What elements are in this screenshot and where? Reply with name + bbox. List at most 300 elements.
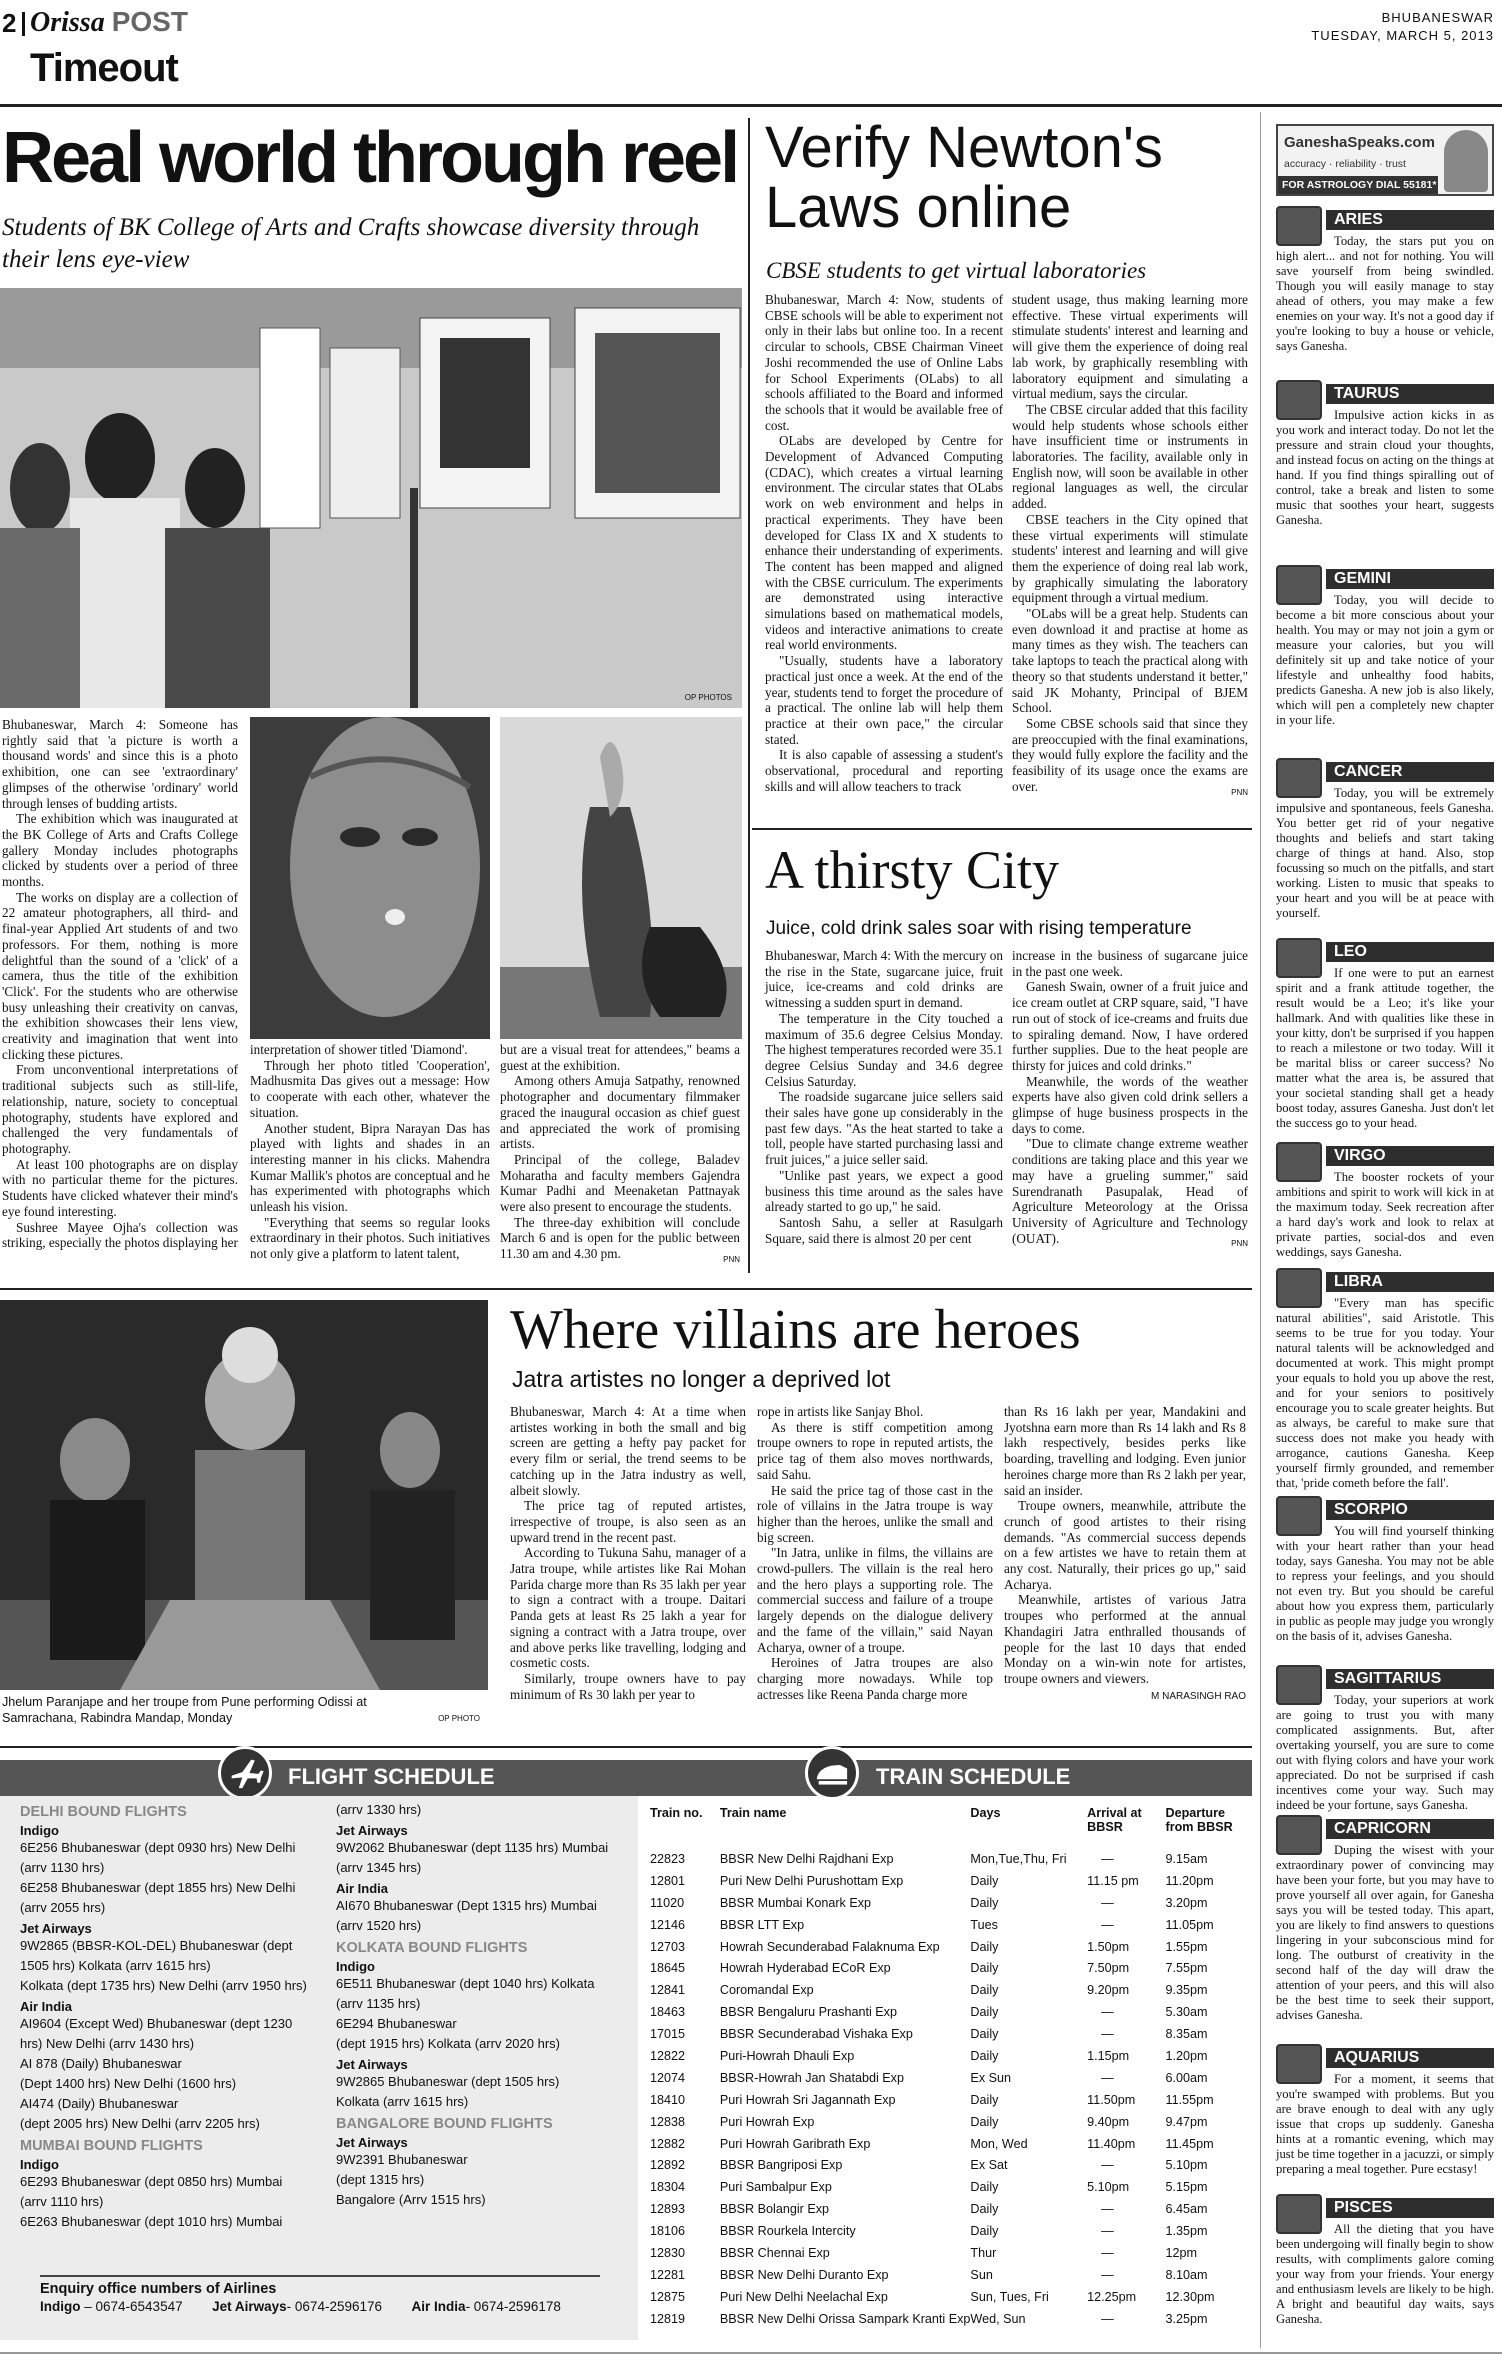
astrologer-avatar — [1444, 130, 1488, 192]
story3-headline: A thirsty City — [765, 840, 1060, 900]
flight-line: 6E511 Bhubaneswar (dept 1040 hrs) Kolkata — [336, 1976, 595, 1991]
story2-deck: CBSE students to get virtual laboratories — [766, 258, 1147, 283]
train-cell: BBSR Bangriposi Exp — [719, 2158, 843, 2173]
train-cell: 12875 — [650, 2289, 686, 2304]
train-cell: 5.10pm — [1165, 2158, 1208, 2173]
train-cell: — — [1101, 2224, 1114, 2239]
story4-column-3 — [1004, 1404, 1246, 1704]
virgo-icon — [1276, 1142, 1322, 1182]
horoscope-scorpio — [1276, 1496, 1494, 1644]
train-cell: Sun — [970, 2267, 993, 2282]
train-cell: — — [1101, 1851, 1114, 1866]
page-number: 2 — [2, 8, 17, 38]
train-cell: 12074 — [650, 2070, 686, 2085]
train-cell: 12281 — [650, 2267, 686, 2282]
story4-c1-p3: Similarly, troupe owners have to pay minimum of Rs 30 lakh per year to — [510, 1670, 746, 1702]
train-cell: — — [1101, 1917, 1114, 1932]
flight-schedule-title: FLIGHT SCHEDULE — [288, 1764, 495, 1789]
horoscope-pisces — [1276, 2194, 1494, 2327]
flight-col-2 — [336, 1800, 636, 2210]
train-cell: 1.55pm — [1165, 1939, 1208, 1954]
train-cell: — — [1101, 2027, 1114, 2042]
train-cell: 12822 — [650, 2048, 686, 2063]
train-row — [650, 2089, 1250, 2111]
capricorn-icon — [1276, 1815, 1322, 1855]
horoscope-sign-name: PISCES — [1326, 2198, 1494, 2218]
train-cell: — — [1101, 2005, 1114, 2020]
flight-line: Kolkata (dept 1735 hrs) New Delhi (arrv 1950 hrs) — [20, 1978, 307, 1993]
train-cell: 17015 — [650, 2027, 686, 2042]
train-row — [650, 2308, 1250, 2330]
flight-line: (arrv 2055 hrs) — [20, 1900, 106, 1915]
horoscope-text: All the dieting that you have been undergoing will finally begin to show results, with compliments galore coming your way from your friends. Your energy and enthusiasm levels are likely to be high. A bright and beautiful day waits, says Ganesha. — [1276, 2222, 1494, 2326]
story1-c1-p0: Bhubaneswar, March 4: Someone has rightly said that 'a picture is worth a thousand words' and since this is a photo exhibition, one can see 'extraordinary' glimpses of the otherwise 'ordinary' world through lenses of budding artists. — [2, 717, 238, 811]
story3-c1-p0: Bhubaneswar, March 4: With the mercury on the rise in the State, sugarcane juice, fruit juice, ice-creams and cold drinks are witnessing a sudden spurt in demand. — [765, 948, 1003, 1011]
flight-line: Kolkata (arrv 1615 hrs) — [336, 2094, 469, 2109]
train-cell: 12146 — [650, 1917, 686, 1932]
plane-icon — [218, 1746, 272, 1800]
story2-column-1 — [765, 292, 1003, 795]
enquiry-airline-3: Air India — [411, 2299, 466, 2314]
airline-name: Jet Airways — [20, 1921, 92, 1936]
schedule-rule — [0, 1746, 1252, 1748]
train-cell: 12pm — [1165, 2245, 1198, 2260]
train-cell: BBSR Secunderabad Vishaka Exp — [719, 2027, 913, 2042]
story1-c1-p3: From unconventional interpretations of traditional subjects such as still-life, relationship, nature, society to conceptual photography, students have explored and challenged the very fundamentals of photography. — [2, 1062, 238, 1156]
story2-c1-p2: "Usually, students have a laboratory practical just once a week. At the end of the year, students tend to forget the procedure of a practical. The online lab will help them practice at their own pace," the circular stated. — [765, 653, 1003, 747]
story2-rule — [752, 828, 1252, 830]
flight-line: 9W2865 Bhubaneswar (dept 1505 hrs) — [336, 2074, 560, 2089]
flight-col-1 — [20, 1800, 320, 2232]
story1-deck: Students of BK College of Arts and Crafts showcase diversity through their lens eye-view — [2, 214, 700, 273]
flight-section-title: BANGALORE BOUND FLIGHTS — [336, 2116, 553, 2132]
train-cell: 22823 — [650, 1851, 686, 1866]
train-cell: 18463 — [650, 2005, 686, 2020]
train-row — [650, 1914, 1250, 1936]
train-cell: BBSR Bolangir Exp — [719, 2202, 830, 2217]
flight-line: (dept 2005 hrs) New Delhi (arrv 2205 hrs) — [20, 2116, 260, 2131]
train-cell: 6.45am — [1165, 2202, 1208, 2217]
flight-line: 9W2062 Bhubaneswar (dept 1135 hrs) Mumbai — [336, 1840, 609, 1855]
train-cell: Daily — [970, 1873, 999, 1888]
horoscope-aquarius — [1276, 2044, 1494, 2177]
enquiry-number-3: - 0674-2596178 — [465, 2299, 561, 2314]
train-col-header: Days — [970, 1806, 1001, 1820]
train-cell: 12893 — [650, 2202, 686, 2217]
story1-byline: PNN — [723, 1254, 740, 1264]
train-row — [650, 1957, 1250, 1979]
train-cell: Sun, Tues, Fri — [970, 2289, 1049, 2304]
train-cell: 5.15pm — [1165, 2180, 1208, 2195]
sagittarius-icon — [1276, 1665, 1322, 1705]
train-cell: Puri-Howrah Dhauli Exp — [719, 2048, 855, 2063]
story1-column-1 — [2, 717, 238, 1251]
train-cell: Howrah Secunderabad Falaknuma Exp — [719, 1939, 940, 1954]
train-cell: Daily — [970, 2202, 999, 2217]
train-cell: 12830 — [650, 2245, 686, 2260]
train-cell: 11.55pm — [1165, 2092, 1214, 2107]
flight-line: 6E293 Bhubaneswar (dept 0850 hrs) Mumbai — [20, 2174, 283, 2189]
train-cell: Daily — [970, 2048, 999, 2063]
story3-column-2 — [1012, 948, 1248, 1252]
flight-section-title: MUMBAI BOUND FLIGHTS — [20, 2138, 203, 2154]
train-cell: BBSR Chennai Exp — [719, 2245, 830, 2260]
train-cell: 11.45pm — [1165, 2136, 1214, 2151]
gemini-icon — [1276, 565, 1322, 605]
exhibition-photo — [0, 288, 742, 708]
story2-column-2 — [1012, 292, 1248, 800]
enquiry-title: Enquiry office numbers of Airlines — [40, 2281, 277, 2297]
horoscope-text: Today, you will be extremely impulsive and spontaneous, feels Ganesha. You better get rid of your negative thoughts and beliefs and start taking charge of things at hand. Also, stop focussing so much on the pitfalls, and start working. Listen to music that speaks to your heart and you will be at peace with yourself. — [1276, 786, 1494, 920]
story2-c1-p0: Bhubaneswar, March 4: Now, students of CBSE schools will be able to experiment not only in their labs but online too. In a recent circular to schools, CBSE Chairman Vineet Joshi recommended the use of Online Labs for School Experiments (OLabs) to all schools affiliated to the Board and informed the schools that it would be available free of cost. — [765, 292, 1003, 433]
train-cell: Daily — [970, 2114, 999, 2129]
horoscope-text: Today, you will decide to become a bit more conscious about your health. You may or may not join a gym or measure your calories, but you will definitely sit up and take notice of your lifestyle and unhealthy food habits, predicts Ganesha. A new job is also likely, which will pen a completely new chapter in your life. — [1276, 593, 1494, 727]
train-cell: 5.10pm — [1087, 2180, 1130, 2195]
flight-line: (arrv 1330 hrs) — [336, 1802, 422, 1817]
paper-name — [30, 6, 188, 39]
train-row — [650, 2045, 1250, 2067]
train-schedule-title: TRAIN SCHEDULE — [876, 1764, 1071, 1789]
train-row — [650, 2242, 1250, 2264]
story4-column-1 — [510, 1404, 746, 1702]
pisces-icon — [1276, 2194, 1322, 2234]
train-cell: 8.35am — [1165, 2027, 1208, 2042]
enquiry-box — [40, 2275, 600, 2314]
train-cell: 11.50pm — [1087, 2092, 1136, 2107]
train-cell: 6.00am — [1165, 2070, 1208, 2085]
train-schedule — [650, 1806, 1250, 2330]
airline-name: Air India — [336, 1881, 389, 1896]
flight-line: Bangalore (Arrv 1515 hrs) — [336, 2192, 486, 2207]
train-cell: 9.20pm — [1087, 1983, 1130, 1998]
horoscope-text: Today, your superiors at work are going to trust you with many complicated assignments. But, after overtaking yourself, you are sure to come out with flying colors and have your work appreciated. Do not be surprised if cash incentives come your way. Such may indeed be your fortune, says Ganesha. — [1276, 1693, 1494, 1812]
enquiry-number-1: – 0674-6543547 — [80, 2299, 183, 2314]
train-cell: — — [1101, 2158, 1114, 2173]
train-cell: 9.35pm — [1165, 1983, 1208, 1998]
flight-line: (arrv 1345 hrs) — [336, 1860, 422, 1875]
story2-c2-p2: CBSE teachers in the City opined that these virtual experiments will stimulate students' interest and learning and will give them the experience of doing real lab work, by graphically simulating the laboratory equipment through a virtual medium. — [1012, 511, 1248, 606]
horoscope-cancer — [1276, 758, 1494, 921]
story1-column-2 — [250, 1042, 490, 1262]
vases-photo — [500, 717, 742, 1039]
train-col-header: Train name — [719, 1806, 787, 1820]
story4-c3-p2: Meanwhile, artistes of various Jatra troupes who performed at the annual Khandagiri Jatra enthralled thousands of people for the last 10 days that ended Monday on a win-win note for artistes, troupe owners and viewers. — [1004, 1592, 1246, 1686]
section-title: Timeout — [30, 46, 178, 90]
train-cell: Puri New Delhi Neelachal Exp — [719, 2289, 888, 2304]
story4-c2-p4: Heroines of Jatra troupes are also charging more nowadays. While top actresses like Reena Panda charge more — [757, 1655, 993, 1702]
horoscope-header — [1276, 565, 1494, 589]
airline-name: Indigo — [20, 2157, 59, 2172]
horoscope-text: Today, the stars put you on high alert... and not for nothing. You will save yourself from being swindled. Though you will easily manage to stay ahead of others, you may make a few enemies on your way. It's not a good day if you're looking to buy a house or vehicle, says Ganesha. — [1276, 234, 1494, 353]
story3-byline: PNN — [1231, 1239, 1248, 1249]
story1-c3-p3: The three-day exhibition will conclude March 6 and is open for the public between 11.30 am and 4.30 pm. — [500, 1214, 740, 1262]
train-cell: Puri Howrah Exp — [719, 2114, 815, 2129]
story1-c2-p2: Another student, Bipra Narayan Das has played with lights and shades in an interesting manner in his clicks. Mahendra Kumar Mallik's photos are conceptual and he has experimented with photographs which unleash his vision. — [250, 1120, 490, 1215]
train-cell: — — [1101, 2202, 1114, 2217]
train-cell: — — [1101, 1895, 1114, 1910]
flight-line: 6E256 Bhubaneswar (dept 0930 hrs) New Delhi — [20, 1840, 296, 1855]
train-col-header: Departure from BBSR — [1165, 1806, 1233, 1834]
story4-c2-p0: rope in artists like Sanjay Bhol. — [757, 1404, 924, 1419]
story1-c1-p1: The exhibition which was inaugurated at the BK College of Arts and Crafts College gallery Monday includes photographs clicked by students over a period of three months. — [2, 811, 238, 890]
horoscope-sagittarius — [1276, 1665, 1494, 1813]
train-cell: 1.15pm — [1087, 2048, 1130, 2063]
train-cell: Daily — [970, 2027, 999, 2042]
train-header-row — [650, 1806, 1250, 1848]
horoscope-header — [1276, 938, 1494, 962]
train-cell: Puri Sambalpur Exp — [719, 2180, 832, 2195]
story4-c1-p0: Bhubaneswar, March 4: At a time when artistes working in both the small and big screen are getting a hefty pay packet for every film or serial, the trend seems to be catching up in the Jatra industry as well, albeit slowly. — [510, 1404, 746, 1498]
libra-icon — [1276, 1268, 1322, 1308]
train-cell: Coromandal Exp — [719, 1983, 814, 1998]
story2-byline: PNN — [1231, 787, 1248, 797]
bottom-rule — [0, 2352, 1502, 2354]
horoscope-header — [1276, 1268, 1494, 1292]
story3-c1-p2: The roadside sugarcane juice sellers said their sales have gone up considerably in the past few days. "As the heat started to take a toll, people have started purchasing lassi and fruit juices," a juice seller said. — [765, 1089, 1003, 1168]
train-row — [650, 1979, 1250, 2001]
horoscope-header — [1276, 1665, 1494, 1689]
horoscope-header — [1276, 2044, 1494, 2068]
horoscope-libra — [1276, 1268, 1494, 1491]
train-row — [650, 2023, 1250, 2045]
train-cell: 7.50pm — [1087, 1961, 1130, 1976]
train-row — [650, 2001, 1250, 2023]
flight-line: hrs) New Delhi (arrv 1430 hrs) — [20, 2036, 195, 2051]
odissi-dance-photo — [0, 1300, 488, 1690]
enquiry-number-2: - 0674-2596176 — [286, 2299, 383, 2314]
train-body — [650, 1848, 1250, 2330]
story4-c3-p1: Troupe owners, meanwhile, attribute the crunch of good artistes to their rising demands. "As commercial success depends on a few artistes we have to retain them at any cost. Naturally, their prices go up," said Acharya. — [1004, 1498, 1246, 1592]
train-cell: Puri Howrah Sri Jagannath Exp — [719, 2092, 896, 2107]
train-table — [650, 1806, 1250, 2330]
horoscope-text: The booster rockets of your ambitions and spirit to work will kick in at the maximum today. Seek recreation after a hard day's work and look to relax at private parties, social-dos and even weddings, says Ganesha. — [1276, 1170, 1494, 1259]
story1-c3-p2: Principal of the college, Baladev Moharatha and faculty members Gajendra Kumar Padhi and Meenaketan Pattnayak were also present to encourage the students. — [500, 1151, 740, 1215]
flight-line: (arrv 1110 hrs) — [20, 2194, 104, 2209]
flight-line: (arrv 1130 hrs) — [20, 1860, 105, 1875]
train-row — [650, 2286, 1250, 2308]
ganesha-brand: GaneshaSpeaks.com — [1284, 134, 1435, 151]
train-cell: Daily — [970, 2005, 999, 2020]
train-cell: 12838 — [650, 2114, 686, 2129]
story1-c3-p1: Among others Amuja Satpathy, renowned photographer and documentary filmmaker graced the inaugural occasion as chief guest and appreciated the work of promising artists. — [500, 1073, 740, 1152]
horoscope-header — [1276, 380, 1494, 404]
flight-line: 6E258 Bhubaneswar (dept 1855 hrs) New Delhi — [20, 1880, 296, 1895]
train-cell: Daily — [970, 1895, 999, 1910]
airline-name: Air India — [20, 1999, 73, 2014]
exhibition-photo-credit: OP PHOTOS — [684, 693, 732, 702]
flight-line: AI 878 (Daily) Bhubaneswar — [20, 2056, 182, 2071]
horoscope-sign-name: VIRGO — [1326, 1146, 1494, 1166]
horoscope-capricorn — [1276, 1815, 1494, 2023]
train-row — [650, 1936, 1250, 1958]
story2-c2-p0: student usage, thus making learning more effective. These virtual experiments will stimulate students' interest and learning and will give them the experience of doing real lab work, by graphically resembling with laboratory equipment and simulating a virtual medium, says the circular. — [1012, 292, 1248, 402]
story1-c1-p2: The works on display are a collection of 22 amateur photographers, all third- and final-year Applied Art students of and two professors. For them, nothing is more delightful than the sound of a 'click' of a camera, thus the title of the exhibition 'Click'. For the students who are otherwise busy unleashing their creativity on canvas, the exhibition showcases their lens view, creativity and imagination that went into clicking these pictures. — [2, 889, 238, 1062]
train-cell: 18304 — [650, 2180, 686, 2195]
flight-line: AI9604 (Except Wed) Bhubaneswar (dept 1230 — [20, 2016, 293, 2031]
train-cell: 5.30am — [1165, 2005, 1208, 2020]
story3-c1-p1: The temperature in the City touched a maximum of 35.6 degree Celsius Monday. The highest temperatures recorded were 35.1 degree Celsius Sunday and 34.6 degree Celsius Saturday. — [765, 1010, 1004, 1089]
train-cell: Wed, Sun — [970, 2311, 1026, 2326]
train-row — [650, 2154, 1250, 2176]
train-row — [650, 1848, 1250, 1870]
train-cell: BBSR Rourkela Intercity — [719, 2224, 856, 2239]
flight-section-title: KOLKATA BOUND FLIGHTS — [336, 1940, 528, 1956]
train-row — [650, 2067, 1250, 2089]
horoscope-virgo — [1276, 1142, 1494, 1260]
train-col-header: Train no. — [650, 1806, 703, 1820]
horoscope-sign-name: LEO — [1326, 942, 1494, 962]
date-label: TUESDAY, MARCH 5, 2013 — [1311, 28, 1494, 43]
horoscope-header — [1276, 2194, 1494, 2218]
story2-c1-p1: OLabs are developed by Centre for Development of Advanced Computing (CDAC), which creates a virtual learning environment. The circular states that OLabs work on web environment and helps in practical experiments. They have been developed for Class IX and X students to enhance their understanding of experiments. The content has been mapped and aligned with the CBSE curriculum. The experiments are demonstrated using interactive simulations based on mathematical models, videos and interactive animations to create real world environments. — [765, 433, 1003, 653]
train-cell: 12.25pm — [1087, 2289, 1137, 2304]
dance-photo-caption: Jhelum Paranjape and her troupe from Pune performing Odissi at Samrachana, Rabindra Mandap, Monday — [2, 1695, 367, 1725]
train-cell: 9.40pm — [1087, 2114, 1130, 2129]
story3-c1-p3: "Unlike past years, we expect a good business this time around as the sales have already started to go up," he said. — [765, 1167, 1003, 1215]
horoscope-sign-name: SCORPIO — [1326, 1500, 1494, 1520]
train-cell: Daily — [970, 1939, 999, 1954]
train-cell: 11.15 pm — [1087, 1873, 1139, 1888]
train-cell: BBSR New Delhi Rajdhani Exp — [719, 1851, 894, 1866]
horoscope-sign-name: AQUARIUS — [1326, 2048, 1494, 2068]
flight-section-title: DELHI BOUND FLIGHTS — [20, 1804, 187, 1820]
horoscope-text: Impulsive action kicks in as you work and interact today. Do not let the pressure and strain cloud your thoughts, and instead focus on acting on the things at hand. If you find things spiralling out of control, take a break and listen to some music that soothes your heart, suggests Ganesha. — [1276, 408, 1494, 527]
train-cell: Daily — [970, 2224, 999, 2239]
train-cell: BBSR-Howrah Jan Shatabdi Exp — [719, 2070, 904, 2085]
masthead-divider — [22, 12, 25, 36]
train-cell: BBSR LTT Exp — [719, 1917, 805, 1932]
enquiry-airline-2: Jet Airways — [212, 2299, 287, 2314]
horoscope-sign-name: CAPRICORN — [1326, 1819, 1494, 1839]
airline-name: Jet Airways — [336, 1823, 408, 1838]
train-cell: 18106 — [650, 2224, 686, 2239]
horoscope-leo — [1276, 938, 1494, 1131]
train-cell: 8.10am — [1165, 2267, 1208, 2282]
story2-c2-p3: "OLabs will be a great help. Students can even download it and practise at home as many times as they wish. The teachers can take laptops to teach the practical along with theory so that students understand it better," said JK Mohanty, Principal of BJEM School. — [1012, 606, 1248, 716]
train-cell: 12.30pm — [1165, 2289, 1215, 2304]
train-row — [650, 1870, 1250, 1892]
city-label: BHUBANESWAR — [1381, 10, 1494, 25]
story3-deck: Juice, cold drink sales soar with rising temperature — [766, 918, 1192, 939]
train-cell: 1.35pm — [1165, 2224, 1208, 2239]
train-cell: — — [1101, 2311, 1114, 2326]
airline-name: Indigo — [20, 1823, 59, 1838]
story1-column-3 — [500, 1042, 740, 1268]
story4-c2-p1: As there is stiff competition among troupe owners to rope in reputed artists, the price tag of them also moves northwards, said Sahu. — [757, 1419, 993, 1482]
story1-headline: Real world through reel — [2, 118, 738, 198]
train-cell: Mon, Wed — [970, 2136, 1028, 2151]
mid-rule — [0, 1288, 1252, 1290]
train-cell: 9.15am — [1165, 1851, 1208, 1866]
train-cell: 3.20pm — [1165, 1895, 1208, 1910]
flight-line: 6E263 Bhubaneswar (dept 1010 hrs) Mumbai — [20, 2214, 283, 2229]
ganesha-tagline: accuracy · reliability · trust — [1284, 158, 1406, 170]
horoscope-header — [1276, 758, 1494, 782]
flight-line: (Dept 1400 hrs) New Delhi (1600 hrs) — [20, 2076, 237, 2091]
train-cell: Daily — [970, 2180, 999, 2195]
train-cell: BBSR Mumbai Konark Exp — [719, 1895, 872, 1910]
horoscope-sign-name: ARIES — [1326, 210, 1494, 230]
horoscope-sign-name: TAURUS — [1326, 384, 1494, 404]
story4-c2-p2: He said the price tag of those cast in the role of villains in the Jatra troupe is way higher than the heroes, unlike the small and big screen. — [757, 1482, 993, 1545]
train-cell: Puri Howrah Garibrath Exp — [719, 2136, 871, 2151]
train-col-header: Arrival at BBSR — [1087, 1806, 1142, 1834]
old-woman-photo — [250, 717, 490, 1039]
horoscope-gemini — [1276, 565, 1494, 728]
train-row — [650, 2133, 1250, 2155]
train-cell: 11.40pm — [1087, 2136, 1136, 2151]
horoscope-aries — [1276, 206, 1494, 354]
train-cell: BBSR Bengaluru Prashanti Exp — [719, 2005, 897, 2020]
airline-name: Jet Airways — [336, 2057, 408, 2072]
ganesha-dial: FOR ASTROLOGY DIAL 55181* — [1278, 176, 1438, 194]
train-cell: Daily — [970, 2092, 999, 2107]
column-rule-1 — [748, 118, 750, 1273]
story4-headline: Where villains are heroes — [510, 1299, 1081, 1361]
dance-photo-credit: OP PHOTO — [438, 1714, 480, 1723]
flight-line: 1505 hrs) Kolkata (arrv 1615 hrs) — [20, 1958, 211, 1973]
train-cell: 18645 — [650, 1961, 686, 1976]
ganesha-ad — [1276, 124, 1494, 196]
story3-c2-p0: increase in the business of sugarcane juice in the past one week. — [1012, 948, 1248, 979]
horoscope-text: You will find yourself thinking with your heart rather than your head today, says Ganesha. You may not be able to repress your feelings, and you should not even try. But you should be careful about how you express them, particularly in public as people may judge you wrongly on the basis of it, advises Ganesha. — [1276, 1524, 1494, 1643]
horoscope-text: "Every man has specific natural abilities", said Aristotle. This seems to be true for you today. Your natural talents will be acknowledged and documented at work. This might prompt your equals to hold you up above the rest, and for your seniors to positively encourage you to scale greater heights. But as always, be careful to make sure that success does not make you heady with arrogance, cautions Ganesha. Keep yourself firmly grounded, and remember that, 'pride cometh before the fall'. — [1276, 1296, 1494, 1490]
column-rule-2 — [1260, 112, 1261, 2348]
flight-line: 6E294 Bhubaneswar — [336, 2016, 457, 2031]
story1-c2-p3: "Everything that seems so regular looks extraordinary in their photos. Such initiatives not only give a platform to latent talent, — [250, 1214, 490, 1262]
story1-c1-p5: Sushree Mayee Ojha's collection was striking, especially the photos displaying her — [2, 1219, 238, 1251]
train-cell: — — [1101, 2245, 1114, 2260]
train-cell: Ex Sat — [970, 2158, 1008, 2173]
story3-c2-p1: Ganesh Swain, owner of a fruit juice and ice cream outlet at CRP square, said, "I have run out of stock of ice-creams and fruits due to spiraling demand. Now, I have ordered further supplies. Due to the heat people are thirsty for juices and cold drinks." — [1012, 979, 1248, 1073]
train-cell: 3.25pm — [1165, 2311, 1208, 2326]
train-cell: 12801 — [650, 1873, 686, 1888]
train-cell: 12892 — [650, 2158, 686, 2173]
story4-c2-p3: "In Jatra, unlike in films, the villains are crowd-pullers. The villain is the real hero and the hero plays a supporting role. The commercial success and failure of a troupe largely depends on the dialogue delivery and the fame of the villain," said Nayan Acharya, owner of a troupe. — [757, 1545, 993, 1655]
train-cell: Tues — [970, 1917, 998, 1932]
paper-name-bold: POST — [111, 6, 188, 37]
train-row — [650, 2220, 1250, 2242]
train-row — [650, 2198, 1250, 2220]
scorpio-icon — [1276, 1496, 1322, 1536]
story4-deck: Jatra artistes no longer a deprived lot — [512, 1366, 891, 1392]
train-cell: 11.20pm — [1165, 1873, 1214, 1888]
flight-line: (arrv 1520 hrs) — [336, 1918, 422, 1933]
train-row — [650, 1892, 1250, 1914]
flight-line: AI670 Bhubaneswar (Dept 1315 hrs) Mumbai — [336, 1898, 597, 1913]
train-cell: Puri New Delhi Purushottam Exp — [719, 1873, 904, 1888]
airline-name: Indigo — [336, 1959, 375, 1974]
aries-icon — [1276, 206, 1322, 246]
train-cell: — — [1101, 2070, 1114, 2085]
flight-line: AI474 (Daily) Bhubaneswar — [20, 2096, 179, 2111]
story2-c1-p3: It is also capable of assessing a student's observational, procedural and reporting skills and will allow teachers to track — [765, 747, 1003, 794]
horoscope-sign-name: LIBRA — [1326, 1272, 1494, 1292]
train-cell: 12819 — [650, 2311, 686, 2326]
horoscope-text: Duping the wisest with your extraordinary power of convincing may have been your forte, but you may have to prove yourself all over again, for Ganesha says you will be tested today. This apart, you are likely to find answers to questions lingering in your subconscious mind for long. The outburst of creativity in the second half of the day will draw the attention of your peers, and this will also be the best time to seek their support, advises Ganesha. — [1276, 1843, 1494, 2022]
train-cell: 7.55pm — [1165, 1961, 1208, 1976]
leo-icon — [1276, 938, 1322, 978]
story3-c2-p2: Meanwhile, the words of the weather experts have also given cold drink sellers a glimpse of huge business prospects in the days to come. — [1012, 1073, 1248, 1136]
horoscope-text: For a moment, it seems that you're swamped with problems. But you are brave enough to deal with any ugly issue that crops up suddenly. Ganesha hints at a romantic evening, which may just be time together in a jacuzzi, or simply preparing a meal together. Pure ecstasy! — [1276, 2072, 1494, 2176]
horoscope-header — [1276, 1815, 1494, 1839]
train-cell: 1.20pm — [1165, 2048, 1208, 2063]
horoscope-text: If one were to put an earnest spirit and a frank attitude together, the result would be a Leo; it's like your hallmark. And with qualities like these in your kitty, don't be surprised if you happen to reach a milestone or two today. Will it be marital bliss or career success? No matter what the area is, be assured that your societal standing shall get a heady boost today, assures Ganesha. Just don't let the success go to your head. — [1276, 966, 1494, 1130]
train-row — [650, 2176, 1250, 2198]
taurus-icon — [1276, 380, 1322, 420]
airline-name: Jet Airways — [336, 2135, 408, 2150]
flight-line: 9W2865 (BBSR-KOL-DEL) Bhubaneswar (dept — [20, 1938, 293, 1953]
